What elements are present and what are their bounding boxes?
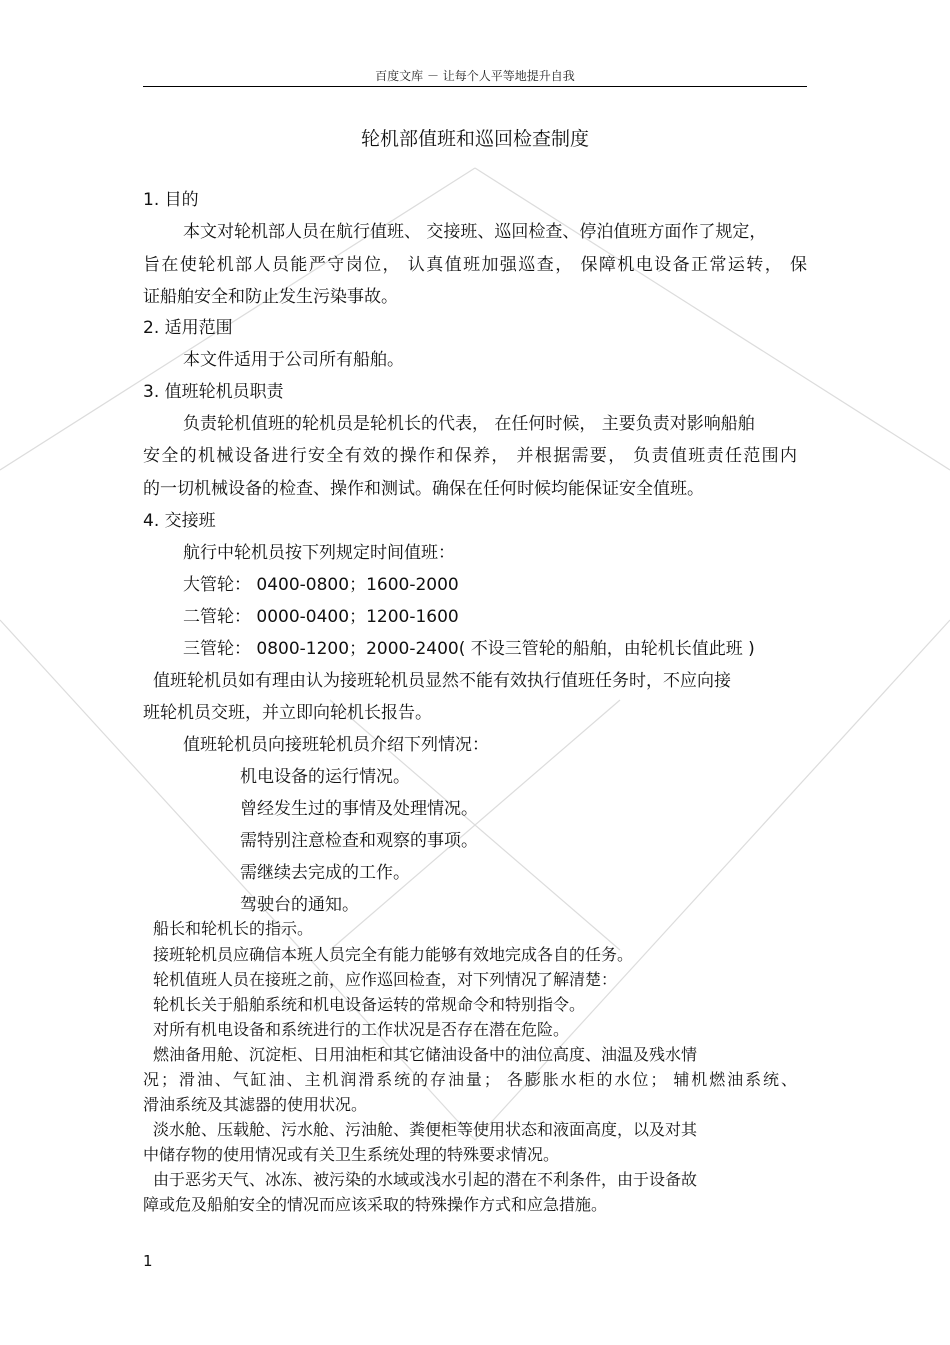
paragraph-line: 旨在使轮机部人员能严守岗位， 认真值班加强巡查， 保障机电设备正常运转， 保 [143, 255, 807, 275]
watch-schedule-line: 二管轮： 0000-0400；1200-1600 [183, 607, 459, 627]
paragraph-line: 淡水舱、压载舱、污水舱、污油舱、粪便柜等使用状态和液面高度，以及对其 [153, 1120, 698, 1139]
paragraph-line: 本文对轮机部人员在航行值班、 交接班、巡回检查、停泊值班方面作了规定， [183, 222, 767, 242]
paragraph-line: 值班轮机员如有理由认为接班轮机员显然不能有效执行值班任务时，不应向接 [153, 671, 731, 691]
paragraph-line: 证船舶安全和防止发生污染事故。 [143, 287, 398, 307]
watch-schedule-line: 大管轮： 0400-0800；1600-2000 [183, 575, 459, 595]
paragraph-line: 航行中轮机员按下列规定时间值班： [183, 543, 455, 563]
paragraph-line: 燃油备用舱、沉淀柜、日用油柜和其它储油设备中的油位高度、油温及残水情 [153, 1045, 698, 1064]
paragraph-line: 况；滑油、气缸油、主机润滑系统的存油量； 各膨胀水柜的水位； 辅机燃油系统、 [143, 1070, 797, 1089]
paragraph-line: 安全的机械设备进行安全有效的操作和保养， 并根据需要， 负责值班责任范围内 [143, 446, 797, 466]
paragraph-line: 值班轮机员向接班轮机员介绍下列情况： [183, 735, 489, 755]
watch-schedule-line: 三管轮： 0800-1200；2000-2400( 不设三管轮的船舶，由轮机长值此班 ) [183, 639, 755, 659]
section-heading-handover: 4. 交接班 [143, 511, 216, 531]
paragraph-line: 的一切机械设备的检查、操作和测试。确保在任何时候均能保证安全值班。 [143, 479, 704, 499]
list-item: 曾经发生过的事情及处理情况。 [240, 799, 478, 819]
section-heading-duties: 3. 值班轮机员职责 [143, 382, 284, 402]
section-heading-scope: 2. 适用范围 [143, 318, 233, 338]
paragraph-line: 障或危及船舶安全的情况而应该采取的特殊操作方式和应急措施。 [143, 1195, 608, 1214]
paragraph-line: 本文件适用于公司所有船舶。 [183, 350, 404, 370]
header-rule [143, 86, 807, 87]
paragraph-line: 中储存物的使用情况或有关卫生系统处理的特殊要求情况。 [143, 1145, 560, 1164]
list-item: 对所有机电设备和系统进行的工作状况是否存在潜在危险。 [153, 1020, 570, 1039]
list-item: 轮机长关于船舶系统和机电设备运转的常规命令和特别指令。 [153, 995, 586, 1014]
paragraph-line: 接班轮机员应确信本班人员完全有能力能够有效地完成各自的任务。 [153, 945, 634, 964]
paragraph-line: 负责轮机值班的轮机员是轮机长的代表， 在任何时候， 主要负责对影响船舶 [183, 414, 755, 434]
list-item: 机电设备的运行情况。 [240, 767, 410, 787]
list-item: 需特别注意检查和观察的事项。 [240, 831, 478, 851]
document-title: 轮机部值班和巡回检查制度 [360, 128, 589, 150]
section-heading-purpose: 1. 目的 [143, 190, 199, 210]
page-number: 1 [143, 1252, 153, 1270]
page-header: 百度文库 － 让每个人平等地提升自我 [375, 69, 575, 83]
list-item: 驾驶台的通知。 [240, 895, 359, 915]
list-item: 船长和轮机长的指示。 [153, 919, 314, 938]
list-item: 需继续去完成的工作。 [240, 863, 410, 883]
paragraph-line: 轮机值班人员在接班之前，应作巡回检查，对下列情况了解清楚： [153, 970, 618, 989]
paragraph-line: 由于恶劣天气、冰冻、被污染的水域或浅水引起的潜在不利条件，由于设备故 [153, 1170, 698, 1189]
paragraph-line: 滑油系统及其滤器的使用状况。 [143, 1095, 368, 1114]
paragraph-line: 班轮机员交班，并立即向轮机长报告。 [143, 703, 432, 723]
